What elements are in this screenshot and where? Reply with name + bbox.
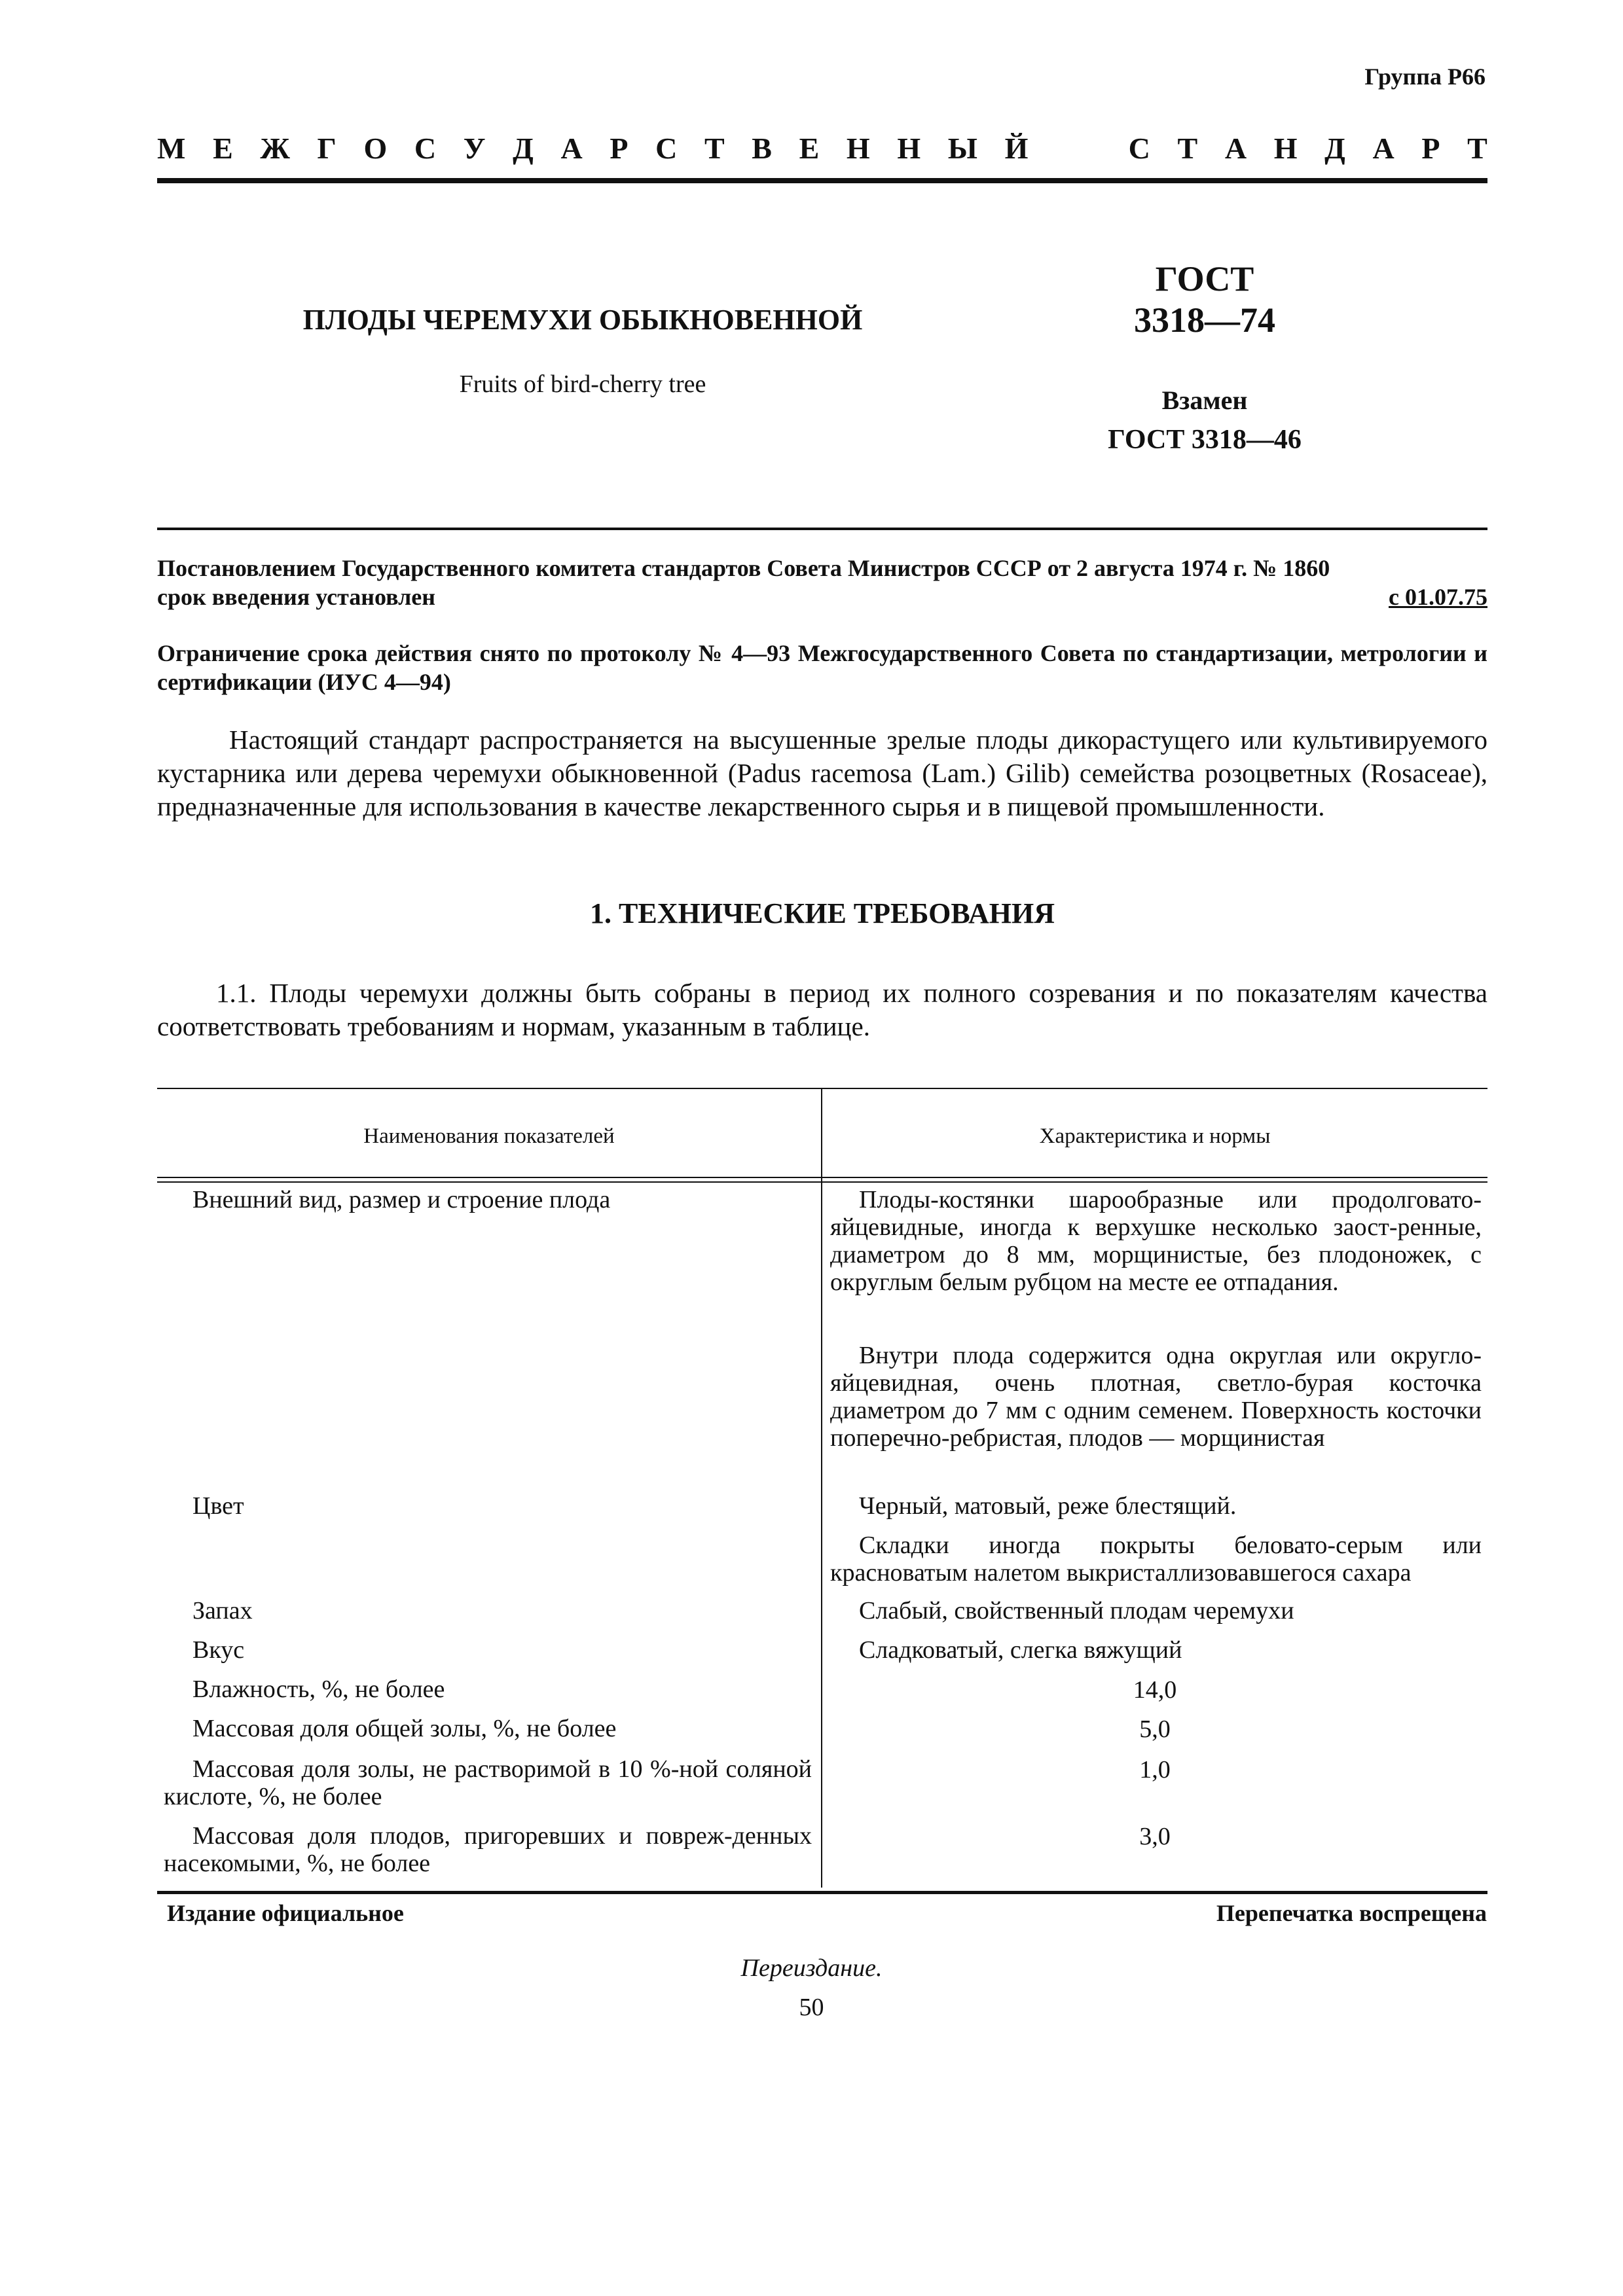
header-letter: Н [1273,132,1298,165]
reprint-prohibited-label: Перепечатка воспрещена [1216,1900,1487,1926]
official-edition-label: Издание официальное [167,1900,404,1926]
title-rule [157,528,1487,530]
header-letter: Д [1324,132,1345,165]
group-label: Группа Р66 [1364,63,1486,90]
header-letter: Н [897,132,921,165]
reissue-note: Переиздание. [740,1954,883,1982]
header-letter: Г [317,132,337,165]
decree-line: Постановлением Государственного комитета стандартов Совета Министров СССР от 2 августа 1974 г. № 1860 [157,555,1330,581]
intro-paragraph: Настоящий стандарт распространяется на высушенные зрелые плоды дикорастущего или культивируемого кустарника или дерева черемухи обыкновенной (Padus racemosa (Lam.) Gilib) семейства розоцветных (Rosaceae), предназначенные для использования в качестве лекарственного сырья и в пищевой промышленности. [157,725,1487,821]
header-letter: О [363,132,388,165]
table-cell-indicator: Влажность, %, не более [192,1676,445,1703]
document-title-en: Fruits of bird-cherry tree [459,370,706,398]
page-number: 50 [799,1994,824,2021]
header-letter: Р [610,132,629,165]
header-letter: Е [213,132,233,165]
table-header-characteristic: Характеристика и нормы [1039,1124,1271,1148]
header-letter: У [463,132,486,165]
header-word-gap [1055,131,1101,166]
limitation-note: Ограничение срока действия снято по протоколу № 4—93 Межгосударственного Совета по стандартизации, метрологии и сертификации (ИУС 4—94) [157,640,1487,695]
table-cell-value: 5,0 [1139,1715,1171,1743]
header-rule [157,178,1487,183]
table-cell-value: 1,0 [1139,1756,1171,1784]
header-letter: Ы [947,132,977,165]
table-cell-value: 14,0 [1133,1676,1177,1704]
decree-block [157,554,1487,611]
gost-number: 3318—74 [1134,300,1275,340]
table-cell-indicator: Запах [192,1597,253,1624]
header-letter: А [560,132,583,165]
header-letter: Д [513,132,534,165]
header-letter: С [1128,132,1150,165]
table-cell-characteristic: Черный, матовый, реже блестящий. [859,1492,1237,1520]
decree-date-row [157,583,1487,611]
header-letter: Й [1004,132,1029,165]
table-cell-characteristic: Сладковатый, слегка вяжущий [859,1636,1182,1664]
table-top-rule [157,1088,1487,1089]
standard-type-header [157,131,1487,166]
replaced-standard: ГОСТ 3318—46 [1108,425,1302,455]
table-bottom-rule [157,1891,1487,1894]
table-header-rule [157,1177,1487,1178]
table-cell-indicator: Массовая доля общей золы, %, не более [192,1715,617,1742]
header-letter: Т [704,132,725,165]
header-letter: Н [846,132,870,165]
table-header-rule [157,1181,1487,1183]
table-cell-indicator: Вкус [192,1636,245,1664]
table-cell-characteristic: Внутри плода содержится одна округлая или округло-яйцевидная, очень плотная, светло-бурая косточка диаметром до 7 мм с одним семенем. Поверхность косточки поперечно-ребристая, плодов — морщинистая [830,1342,1482,1452]
table-cell-value: 3,0 [1139,1823,1171,1850]
table-cell-indicator: Внешний вид, размер и строение плода [192,1186,611,1213]
table-header-indicator: Наименования показателей [363,1124,615,1148]
section-title: 1. ТЕХНИЧЕСКИЕ ТРЕБОВАНИЯ [590,897,1055,929]
header-letter: Т [1177,132,1198,165]
header-letter: С [655,132,678,165]
clause-1-1: 1.1. Плоды черемухи должны быть собраны в период их полного созревания и по показателям качества соответствовать требованиям и нормам, указанным в таблице. [157,978,1487,1041]
header-letter: С [414,132,437,165]
table-cell-indicator: Массовая доля золы, не растворимой в 10 %-ной соляной кислоте, %, не более [164,1755,812,1810]
header-letter: М [157,132,186,165]
header-letter: А [1224,132,1247,165]
header-letter: Т [1467,132,1487,165]
header-letter: А [1372,132,1395,165]
header-letter: Е [799,132,820,165]
decree-term-label: срок введения установлен [157,584,436,610]
table-cell-characteristic: Слабый, свойственный плодам черемухи [859,1597,1294,1624]
header-letter: В [752,132,772,165]
header-letter: Р [1421,132,1440,165]
replaces-label: Взамен [1161,386,1248,415]
header-letter: Ж [260,132,290,165]
table-cell-indicator: Цвет [192,1492,244,1520]
document-title: ПЛОДЫ ЧЕРЕМУХИ ОБЫКНОВЕННОЙ [302,304,863,336]
table-cell-characteristic: Плоды-костянки шарообразные или продолговато-яйцевидные, иногда к верхушке несколько заост-ренные, диаметром до 8 мм, морщинистые, без плодоножек, с округлым белым рубцом на месте ее отпадания. [830,1186,1482,1296]
effective-date: с 01.07.75 [1389,584,1487,610]
table-cell-indicator: Массовая доля плодов, пригоревших и повреж-денных насекомыми, %, не более [164,1822,812,1877]
table-cell-characteristic: Складки иногда покрыты беловато-серым или красноватым налетом выкристаллизовавшегося сахара [830,1532,1482,1587]
gost-label: ГОСТ [1155,259,1254,298]
